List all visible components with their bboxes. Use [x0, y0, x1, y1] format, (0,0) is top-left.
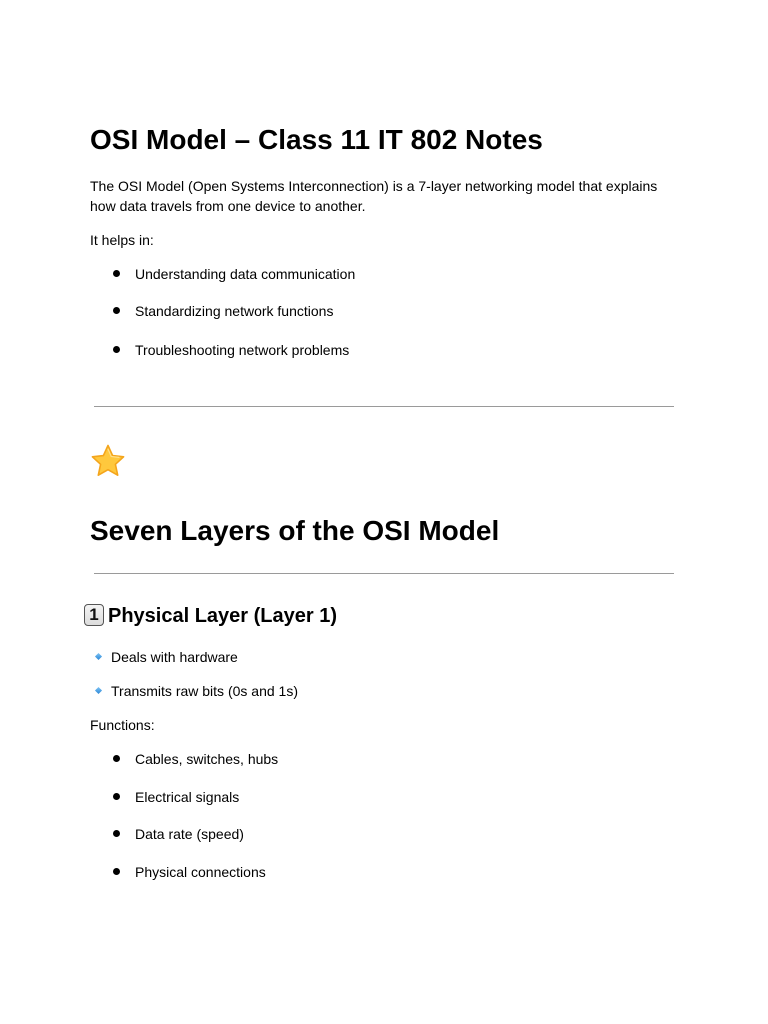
list-item-text: Understanding data communication: [135, 266, 356, 282]
list-item-text: Standardizing network functions: [135, 303, 334, 319]
horizontal-divider: [94, 406, 674, 407]
list-item-text: Troubleshooting network problems: [135, 342, 350, 358]
functions-label: Functions:: [90, 717, 155, 733]
bullet-icon: [113, 307, 120, 314]
layer-title: Physical Layer (Layer 1): [108, 605, 338, 627]
bullet-icon: [113, 346, 120, 353]
horizontal-divider: [94, 573, 674, 574]
bullet-icon: [113, 793, 120, 800]
list-item-text: Transmits raw bits (0s and 1s): [111, 683, 298, 699]
list-item-text: Cables, switches, hubs: [135, 751, 279, 767]
section-title: Seven Layers of the OSI Model: [90, 515, 500, 546]
list-item-text: Physical connections: [135, 864, 266, 880]
bullet-icon: [113, 270, 120, 277]
small-blue-diamond-icon: [95, 687, 102, 694]
bullet-icon: [113, 830, 120, 837]
small-blue-diamond-icon: [95, 653, 102, 660]
helps-label: It helps in:: [90, 232, 154, 248]
keycap-digit-one-icon: 1: [84, 604, 104, 626]
bullet-icon: [113, 755, 120, 762]
page-title: OSI Model – Class 11 IT 802 Notes: [90, 124, 543, 155]
list-item-text: Electrical signals: [135, 789, 240, 805]
intro-paragraph: The OSI Model (Open Systems Interconnection) is a 7-layer networking model that explains how data travels from one device to another.: [90, 178, 658, 214]
list-item-text: Deals with hardware: [111, 649, 238, 665]
list-item-text: Data rate (speed): [135, 826, 244, 842]
star-emoji-icon: [90, 443, 126, 479]
bullet-icon: [113, 868, 120, 875]
